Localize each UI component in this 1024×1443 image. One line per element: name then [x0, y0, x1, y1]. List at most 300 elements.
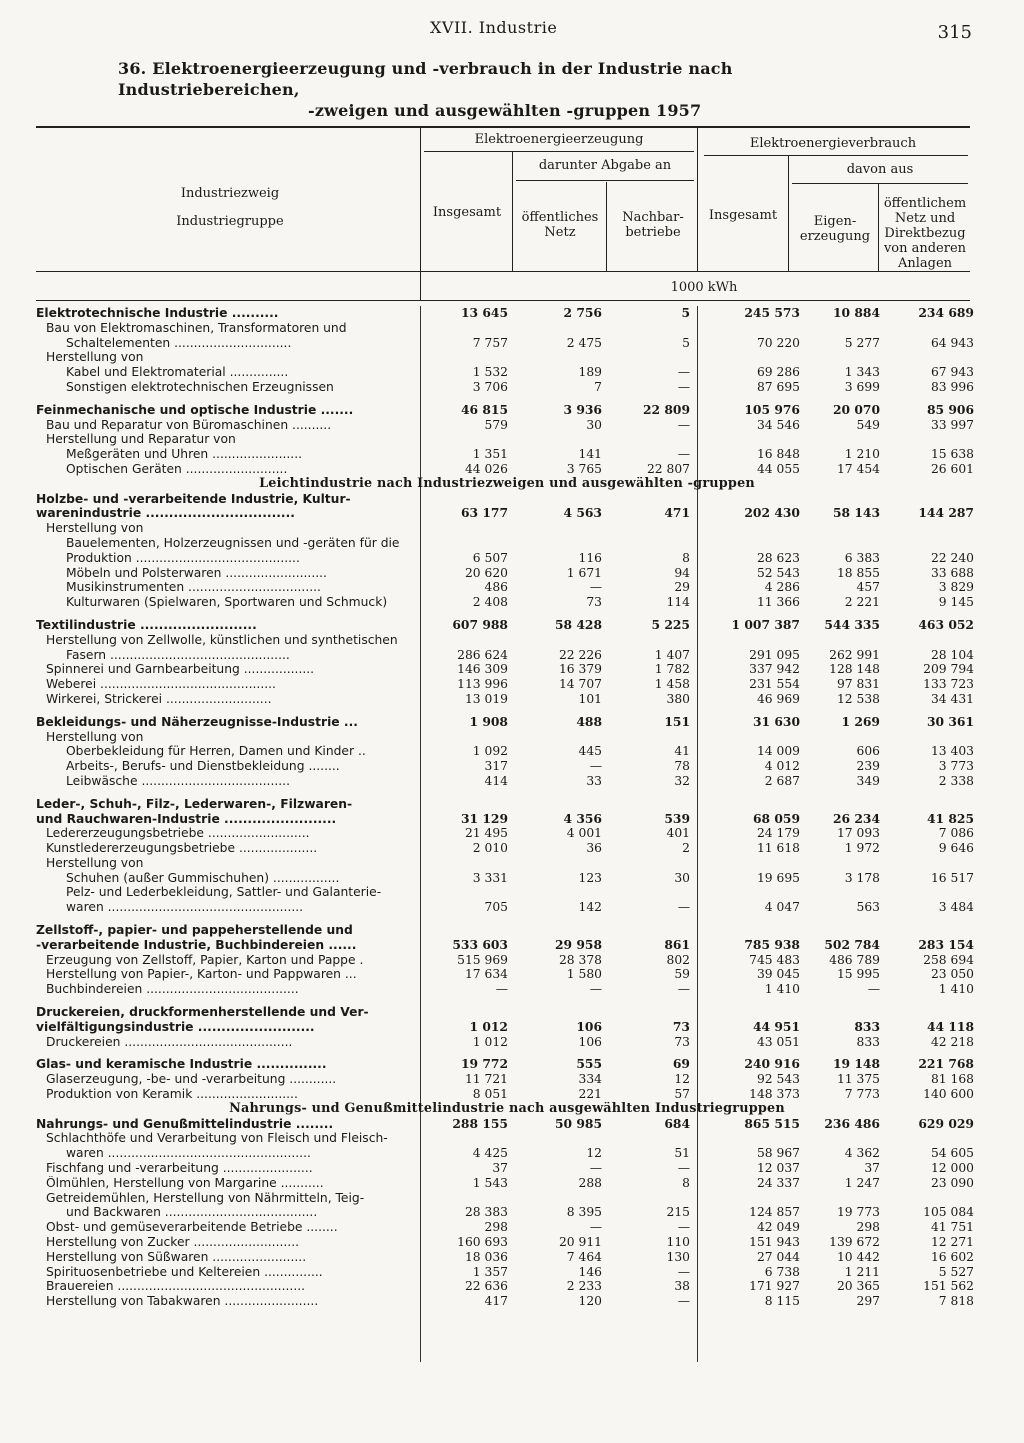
value-cell: 3 765 — [566, 461, 602, 476]
row-label: Herstellung von Tabakwaren ........................ — [46, 1294, 319, 1309]
value-cell: 70 220 — [756, 335, 800, 350]
value-cell — [884, 321, 978, 336]
value-cell: 401 — [666, 826, 690, 841]
industry-branch-row — [36, 506, 978, 521]
value-cell: 59 — [674, 967, 690, 982]
row-label: Spinnerei und Garnbearbeitung .................. — [46, 662, 315, 677]
value-cell — [420, 350, 512, 365]
row-label: Bauelementen, Holzerzeugnissen und -geräten für die — [66, 535, 400, 550]
industry-group-row — [36, 871, 978, 886]
row-label: Glaserzeugung, -be- und -verarbeitung ............ — [46, 1072, 337, 1087]
value-cell: 50 985 — [554, 1116, 602, 1131]
value-cell: 417 — [484, 1294, 508, 1309]
value-cell — [512, 797, 606, 812]
row-label: waren .................................................... — [66, 1146, 311, 1161]
industry-group-row — [36, 744, 978, 759]
section-heading: Nahrungs- und Genußmittelindustrie nach ausgewählten Industriegruppen — [229, 1101, 785, 1116]
value-cell: 19 148 — [832, 1057, 880, 1072]
value-cell: 471 — [664, 506, 690, 521]
industry-group-row — [36, 826, 978, 841]
value-cell: 141 — [578, 447, 602, 462]
value-cell: 1 908 — [469, 714, 508, 729]
value-cell: 215 — [666, 1205, 690, 1220]
value-cell: 31 630 — [752, 714, 800, 729]
value-cell: 151 943 — [749, 1235, 800, 1250]
value-cell — [694, 350, 804, 365]
col-industriezweig: Industriezweig — [180, 186, 280, 201]
value-cell: 10 884 — [832, 306, 880, 320]
value-cell: 144 287 — [918, 506, 974, 521]
value-cell: 11 366 — [756, 595, 800, 610]
section-heading-row — [36, 477, 978, 492]
row-label: Fasern .............................................. — [66, 647, 290, 662]
value-cell — [804, 797, 884, 812]
value-cell: 13 645 — [460, 306, 508, 320]
value-cell: 1 543 — [472, 1175, 508, 1190]
value-cell — [606, 321, 694, 336]
value-cell — [694, 797, 804, 812]
value-cell: 1 972 — [844, 841, 880, 856]
value-cell: 22 636 — [464, 1279, 508, 1294]
col-davon: davon aus — [846, 162, 914, 177]
row-label: Herstellung von — [46, 350, 144, 365]
value-cell — [606, 521, 694, 536]
value-cell — [884, 856, 978, 871]
value-cell: 41 825 — [926, 811, 974, 826]
row-label: Leder-, Schuh-, Filz-, Lederwaren-, Filzwaren- — [36, 796, 353, 811]
value-cell: 239 — [856, 759, 880, 774]
value-cell: 298 — [484, 1220, 508, 1235]
value-cell: 865 515 — [744, 1116, 800, 1131]
industry-group-row — [36, 551, 978, 566]
value-cell — [512, 856, 606, 871]
value-cell: 24 179 — [756, 826, 800, 841]
value-cell: 1 458 — [654, 677, 690, 692]
value-cell: 515 969 — [457, 952, 508, 967]
value-cell — [420, 1131, 512, 1146]
value-cell — [420, 1191, 512, 1206]
spacer-cell — [36, 915, 978, 923]
value-cell — [804, 321, 884, 336]
value-cell: 3 331 — [472, 870, 508, 885]
industry-group-row — [36, 730, 978, 745]
value-cell: 20 070 — [832, 402, 880, 417]
value-cell: — — [589, 1161, 602, 1176]
industry-group-row — [36, 692, 978, 707]
value-cell: 1 247 — [844, 1175, 880, 1190]
value-cell: 1 012 — [472, 1034, 508, 1049]
spacer-cell — [36, 789, 978, 797]
industry-branch-row — [36, 938, 978, 953]
industry-group-row — [36, 336, 978, 351]
value-cell — [420, 633, 512, 648]
value-cell: 73 — [674, 1034, 690, 1049]
row-label: Glas- und keramische Industrie ............... — [36, 1057, 327, 1072]
value-cell: 58 143 — [832, 506, 880, 521]
value-cell: — — [677, 365, 690, 380]
industry-group-row — [36, 1146, 978, 1161]
value-cell — [694, 856, 804, 871]
value-cell — [606, 797, 694, 812]
header-hline — [424, 151, 694, 152]
industry-branch-row — [36, 618, 978, 633]
value-cell: 3 706 — [472, 379, 508, 394]
value-cell — [884, 1005, 978, 1020]
value-cell — [606, 856, 694, 871]
value-cell: 7 773 — [844, 1087, 880, 1102]
value-cell: 502 784 — [824, 937, 880, 952]
value-cell: 4 001 — [566, 826, 602, 841]
col-darunter: darunter Abgabe an — [538, 158, 672, 173]
header-vline — [697, 126, 698, 271]
row-label: Bekleidungs- und Näherzeugnisse-Industrie ... — [36, 714, 358, 729]
value-cell — [420, 432, 512, 447]
row-spacer — [36, 610, 978, 618]
row-label: Weberei ............................................. — [46, 677, 276, 692]
value-cell: 4 362 — [844, 1146, 880, 1161]
value-cell: 22 807 — [646, 461, 690, 476]
value-cell — [804, 492, 884, 507]
value-cell: 7 818 — [938, 1294, 974, 1309]
value-cell: 146 — [578, 1264, 602, 1279]
row-spacer — [36, 1049, 978, 1057]
value-cell: 2 475 — [566, 335, 602, 350]
value-cell: — — [677, 982, 690, 997]
value-cell: 3 178 — [844, 870, 880, 885]
value-cell: 1 351 — [472, 447, 508, 462]
value-cell: — — [677, 447, 690, 462]
value-cell: 17 454 — [836, 461, 880, 476]
value-cell: 7 086 — [938, 826, 974, 841]
col-nachbarbetriebe: Nachbar-betriebe — [622, 210, 684, 240]
value-cell: 46 815 — [460, 402, 508, 417]
value-cell: 31 129 — [460, 811, 508, 826]
row-label: Meßgeräten und Uhren ....................... — [66, 447, 303, 462]
industry-group-row — [36, 365, 978, 380]
row-label: Leibwäsche ...................................... — [66, 773, 290, 788]
value-cell: 151 — [664, 714, 690, 729]
row-label: Pelz- und Lederbekleidung, Sattler- und Galanterie- — [66, 885, 382, 900]
value-cell: 22 240 — [930, 550, 974, 565]
industry-group-row — [36, 462, 978, 477]
value-cell: 130 — [666, 1249, 690, 1264]
row-label: Getreidemühlen, Herstellung von Nährmitteln, Teig- — [46, 1190, 365, 1205]
value-cell — [606, 1131, 694, 1146]
value-cell: 288 155 — [452, 1116, 508, 1131]
industry-branch-row — [36, 1057, 978, 1072]
col-insgesamt-verbrauch: Insgesamt — [708, 208, 778, 223]
value-cell: 26 234 — [832, 811, 880, 826]
industry-group-row — [36, 841, 978, 856]
value-cell: 133 723 — [923, 677, 974, 692]
value-cell: 2 687 — [764, 773, 800, 788]
value-cell: 146 309 — [457, 662, 508, 677]
row-label: Obst- und gemüseverarbeitende Betriebe ........ — [46, 1220, 338, 1235]
industry-group-row — [36, 967, 978, 982]
value-cell: 414 — [484, 773, 508, 788]
value-cell: 73 — [672, 1019, 690, 1034]
value-cell — [694, 1191, 804, 1206]
row-label: Kulturwaren (Spielwaren, Sportwaren und Schmuck) — [66, 595, 388, 610]
row-label: waren .................................................. — [66, 900, 304, 915]
value-cell: 2 233 — [566, 1279, 602, 1294]
industry-group-row — [36, 982, 978, 997]
value-cell: 12 — [674, 1072, 690, 1087]
value-cell: 1 407 — [654, 647, 690, 662]
value-cell — [420, 856, 512, 871]
value-cell — [512, 1005, 606, 1020]
value-cell — [804, 923, 884, 938]
value-cell: 14 707 — [558, 677, 602, 692]
row-label: Produktion .......................................... — [66, 550, 300, 565]
value-cell: 34 546 — [756, 417, 800, 432]
table-title-line1: 36. Elektroenergieerzeugung und -verbrauch in der Industrie nach Industriebereichen, — [118, 59, 733, 99]
row-label: Holzbe- und -verarbeitende Industrie, Kultur- — [36, 491, 351, 506]
value-cell: 44 055 — [756, 461, 800, 476]
value-cell: 6 507 — [472, 550, 508, 565]
industry-group-row — [36, 1191, 978, 1206]
section-heading-row — [36, 1102, 978, 1117]
value-cell: 8 — [682, 1175, 690, 1190]
value-cell: 2 408 — [472, 595, 508, 610]
row-label: Herstellung von Zucker ........................... — [46, 1235, 300, 1250]
value-cell: 334 — [578, 1072, 602, 1087]
value-cell: 39 045 — [756, 967, 800, 982]
value-cell: 221 — [578, 1087, 602, 1102]
value-cell — [694, 1131, 804, 1146]
value-cell: 33 688 — [930, 565, 974, 580]
industry-group-row — [36, 1205, 978, 1220]
value-cell: 16 379 — [558, 662, 602, 677]
value-cell — [694, 492, 804, 507]
value-cell: 18 036 — [464, 1249, 508, 1264]
value-cell — [512, 492, 606, 507]
row-label: Arbeits-, Berufs- und Dienstbekleidung ........ — [66, 759, 340, 774]
value-cell: 5 — [682, 335, 690, 350]
value-cell: 28 378 — [558, 952, 602, 967]
value-cell: 258 694 — [923, 952, 974, 967]
value-cell: 9 145 — [938, 595, 974, 610]
value-cell: 15 995 — [836, 967, 880, 982]
header-bottom-rule — [36, 300, 970, 301]
value-cell: 3 773 — [938, 759, 974, 774]
row-label: Ledererzeugungsbetriebe .......................... — [46, 826, 310, 841]
value-cell: — — [677, 900, 690, 915]
col-oeffentliches-netz: öffentliches Netz — [521, 210, 599, 240]
row-label: Optischen Geräten .......................... — [66, 461, 288, 476]
value-cell: 52 543 — [756, 565, 800, 580]
value-cell — [420, 321, 512, 336]
value-cell: 12 271 — [930, 1235, 974, 1250]
value-cell: — — [589, 982, 602, 997]
industry-group-row — [36, 953, 978, 968]
value-cell — [694, 321, 804, 336]
row-spacer — [36, 997, 978, 1005]
value-cell — [606, 730, 694, 745]
value-cell: 297 — [856, 1294, 880, 1309]
value-cell — [694, 923, 804, 938]
value-cell: — — [589, 580, 602, 595]
value-cell — [606, 432, 694, 447]
value-cell: 36 — [586, 841, 602, 856]
value-cell: 555 — [576, 1057, 602, 1072]
value-cell: 32 — [674, 773, 690, 788]
value-cell: 106 — [578, 1034, 602, 1049]
row-label: Fischfang und -verarbeitung ....................... — [46, 1161, 313, 1176]
value-cell — [884, 350, 978, 365]
row-label: Herstellung und Reparatur von — [46, 432, 236, 447]
industry-group-row — [36, 1035, 978, 1050]
value-cell — [884, 923, 978, 938]
value-cell: 42 049 — [756, 1220, 800, 1235]
value-cell: 8 051 — [472, 1087, 508, 1102]
value-cell: 861 — [664, 937, 690, 952]
row-label: Textilindustrie ......................... — [36, 617, 257, 632]
industry-group-row — [36, 521, 978, 536]
value-cell: 5 — [681, 306, 690, 320]
value-cell: 12 538 — [836, 691, 880, 706]
value-cell: 43 051 — [756, 1034, 800, 1049]
value-cell: 3 699 — [844, 379, 880, 394]
industry-group-row — [36, 566, 978, 581]
value-cell: 22 809 — [642, 402, 690, 417]
value-cell: 29 958 — [554, 937, 602, 952]
industry-group-row — [36, 1265, 978, 1280]
value-cell — [694, 536, 804, 551]
value-cell: 41 — [674, 744, 690, 759]
value-cell: 298 — [856, 1220, 880, 1235]
value-cell: 457 — [856, 580, 880, 595]
value-cell: — — [677, 1294, 690, 1309]
industry-branch-row — [36, 1117, 978, 1132]
row-spacer — [36, 915, 978, 923]
row-label: Schlachthöfe und Verarbeitung von Fleisch und Fleisch- — [46, 1131, 388, 1146]
value-cell: 533 603 — [452, 937, 508, 952]
value-cell: 26 601 — [930, 461, 974, 476]
header-hline — [516, 180, 694, 181]
value-cell: 101 — [578, 691, 602, 706]
value-cell: 202 430 — [744, 506, 800, 521]
value-cell: 486 789 — [829, 952, 880, 967]
row-label: Schuhen (außer Gummischuhen) ................. — [66, 870, 340, 885]
value-cell: 288 — [578, 1175, 602, 1190]
value-cell: 1 580 — [566, 967, 602, 982]
value-cell: 1 269 — [841, 714, 880, 729]
value-cell — [512, 1191, 606, 1206]
value-cell: 28 623 — [756, 550, 800, 565]
value-cell: 1 782 — [654, 662, 690, 677]
value-cell: 5 225 — [651, 617, 690, 632]
industry-branch-row — [36, 923, 978, 938]
value-cell: 606 — [856, 744, 880, 759]
value-cell — [512, 633, 606, 648]
value-cell: 30 — [586, 417, 602, 432]
value-cell: 6 738 — [764, 1264, 800, 1279]
value-cell: — — [677, 417, 690, 432]
industry-group-row — [36, 1176, 978, 1191]
value-cell: 3 829 — [938, 580, 974, 595]
value-cell — [606, 1191, 694, 1206]
value-cell: 13 019 — [464, 691, 508, 706]
col-industriegruppe: Industriegruppe — [176, 214, 284, 229]
value-cell: 563 — [856, 900, 880, 915]
value-cell — [420, 1005, 512, 1020]
value-cell: 160 693 — [457, 1235, 508, 1250]
header-vline — [878, 184, 879, 271]
row-label: Oberbekleidung für Herren, Damen und Kinder .. — [66, 744, 366, 759]
value-cell: 16 517 — [930, 870, 974, 885]
value-cell: 51 — [674, 1146, 690, 1161]
value-cell: 33 — [586, 773, 602, 788]
row-label: Wirkerei, Strickerei ........................... — [46, 691, 272, 706]
value-cell — [694, 730, 804, 745]
value-cell: 337 942 — [749, 662, 800, 677]
value-cell: 1 343 — [844, 365, 880, 380]
value-cell: 69 286 — [756, 365, 800, 380]
value-cell: 57 — [674, 1087, 690, 1102]
value-cell: 63 177 — [460, 506, 508, 521]
value-cell: 2 221 — [844, 595, 880, 610]
row-label: Herstellung von — [46, 521, 144, 536]
value-cell: 607 988 — [452, 617, 508, 632]
value-cell: 2 010 — [472, 841, 508, 856]
value-cell — [512, 432, 606, 447]
value-cell: 68 059 — [752, 811, 800, 826]
row-label: Feinmechanische und optische Industrie ....... — [36, 402, 354, 417]
data-table — [36, 306, 978, 1309]
value-cell: 463 052 — [918, 617, 974, 632]
row-label: und Rauchwaren-Industrie ........................ — [36, 811, 337, 826]
value-cell: 116 — [578, 550, 602, 565]
industry-group-row — [36, 885, 978, 900]
value-cell: 17 634 — [464, 967, 508, 982]
value-cell: 1 007 387 — [731, 617, 800, 632]
industry-group-row — [36, 432, 978, 447]
industry-group-row — [36, 418, 978, 433]
row-label: Druckereien, druckformenherstellende und Ver- — [36, 1005, 369, 1020]
value-cell — [884, 432, 978, 447]
value-cell: 19 695 — [756, 870, 800, 885]
value-cell: 2 338 — [938, 773, 974, 788]
value-cell: 37 — [492, 1161, 508, 1176]
value-cell: 7 — [594, 379, 602, 394]
industry-group-row — [36, 321, 978, 336]
value-cell: 38 — [674, 1279, 690, 1294]
value-cell: 123 — [578, 870, 602, 885]
value-cell: 445 — [578, 744, 602, 759]
value-cell — [420, 492, 512, 507]
row-label: Herstellung von Zellwolle, künstlichen und synthetischen — [46, 632, 398, 647]
value-cell: 5 527 — [938, 1264, 974, 1279]
value-cell: 1 671 — [566, 565, 602, 580]
header-vline — [606, 182, 607, 271]
value-cell: 262 991 — [829, 647, 880, 662]
value-cell: — — [677, 1220, 690, 1235]
value-cell: 19 773 — [836, 1205, 880, 1220]
value-cell: 14 009 — [756, 744, 800, 759]
value-cell: 8 395 — [566, 1205, 602, 1220]
industry-group-row — [36, 759, 978, 774]
value-cell: 54 605 — [930, 1146, 974, 1161]
value-cell: 12 000 — [930, 1161, 974, 1176]
value-cell: 44 118 — [926, 1019, 974, 1034]
value-cell — [420, 730, 512, 745]
industry-branch-row — [36, 403, 978, 418]
value-cell: 44 026 — [464, 461, 508, 476]
col-verbrauch: Elektroenergieverbrauch — [749, 136, 917, 151]
value-cell — [606, 923, 694, 938]
industry-group-row — [36, 774, 978, 789]
